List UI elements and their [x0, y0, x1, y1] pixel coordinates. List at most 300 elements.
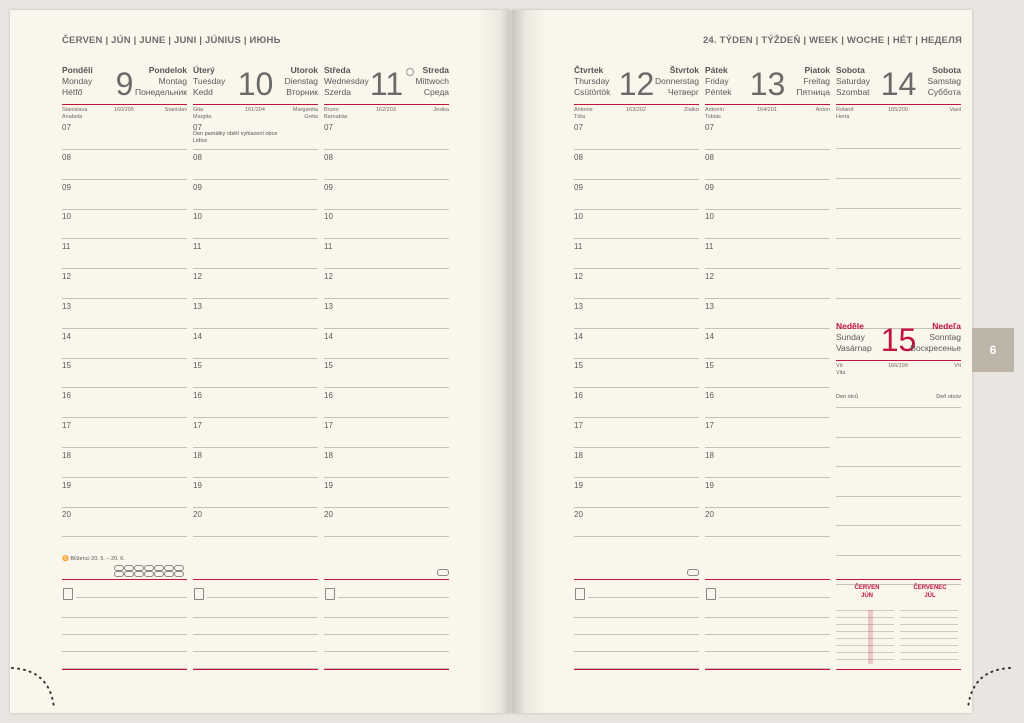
nameday-2: Barnabás — [324, 114, 348, 120]
calendar-today-highlight — [868, 610, 873, 664]
hour-slot[interactable] — [193, 478, 318, 508]
hour-label: 09 — [62, 182, 71, 192]
day-name-ru: Понедельник — [134, 87, 187, 97]
day-column — [836, 62, 961, 682]
page-bottom-rule — [836, 669, 961, 670]
hour-slot[interactable] — [324, 239, 449, 269]
hour-label: 13 — [62, 301, 71, 311]
nameday-1: Roland — [836, 107, 854, 113]
calendar-month-2-sk: JÚL — [924, 593, 936, 599]
day-header[interactable] — [574, 62, 699, 120]
notes-line[interactable] — [719, 597, 830, 598]
hour-slot[interactable] — [574, 180, 699, 210]
hour-label: 13 — [324, 301, 333, 311]
notes-line[interactable] — [574, 617, 699, 618]
day-column — [574, 62, 699, 682]
hour-slot[interactable] — [324, 418, 449, 448]
day-names-right — [927, 65, 961, 98]
hour-slot[interactable] — [705, 329, 830, 359]
day-header-rule — [62, 104, 187, 105]
day-of-year: 166/199 — [888, 363, 908, 369]
hour-slot[interactable] — [62, 209, 187, 239]
day-name-ru: Пятница — [796, 87, 830, 97]
day-name-de: Sonntag — [929, 332, 961, 342]
hour-slot[interactable] — [62, 448, 187, 478]
hour-slot[interactable] — [705, 239, 830, 269]
mini-calendar — [836, 584, 961, 668]
hour-slot[interactable] — [62, 120, 187, 150]
day-header[interactable] — [62, 62, 187, 120]
day-column — [705, 62, 830, 682]
day-name-sk: Sobota — [932, 65, 961, 75]
hour-slot[interactable] — [62, 329, 187, 359]
hour-label: 07 — [574, 123, 583, 132]
hour-label: 07 — [705, 123, 714, 132]
nameday-2: Anabela — [62, 114, 83, 120]
holiday-bubble-icon — [134, 571, 144, 577]
calendar-month-2 — [902, 584, 958, 600]
hour-label: 10 — [574, 212, 583, 222]
hour-label: 17 — [193, 421, 202, 430]
day-of-year: 165/200 — [888, 107, 908, 113]
hour-slot[interactable] — [574, 448, 699, 478]
nameday-right — [949, 107, 961, 114]
nameday-sk: Jesika — [433, 107, 449, 113]
notes-line[interactable] — [705, 634, 830, 635]
hour-label: 11 — [574, 242, 583, 252]
notes-line[interactable] — [574, 634, 699, 635]
nameday-sk: Vasil — [949, 107, 961, 113]
hour-label: 18 — [574, 450, 583, 460]
hour-label: 09 — [705, 182, 714, 192]
hour-label: 15 — [193, 361, 202, 371]
nameday-left — [62, 107, 87, 121]
day-name-primary: Pondělí — [62, 65, 93, 75]
hour-slot[interactable] — [705, 418, 830, 448]
day-name-primary: Čtvrtek — [574, 65, 604, 75]
hour-label: 14 — [62, 331, 71, 341]
hour-label: 14 — [705, 331, 714, 341]
hour-label: 16 — [705, 391, 714, 401]
hour-slot[interactable] — [574, 478, 699, 508]
day-name-hu: Péntek — [705, 87, 732, 97]
hour-slot[interactable] — [193, 418, 318, 448]
day-number: 14 — [880, 66, 917, 102]
notes-line[interactable] — [705, 651, 830, 652]
hour-label: 19 — [574, 480, 583, 490]
notes-rule — [574, 579, 699, 580]
notes-rule — [193, 579, 318, 580]
day-header-rule — [705, 104, 830, 105]
hour-label: 09 — [324, 182, 333, 192]
hour-slot[interactable] — [193, 358, 318, 388]
sunday-line[interactable] — [836, 555, 961, 556]
holiday-bubble-icon — [144, 571, 154, 577]
nameday-1: Stanislava — [62, 107, 88, 113]
hour-label: 14 — [574, 331, 583, 341]
nameday-2: Tobiás — [705, 114, 721, 120]
hour-label: 08 — [574, 152, 583, 162]
nameday-1: Bruno — [324, 107, 339, 113]
notes-line[interactable] — [62, 651, 187, 652]
day-name-en: Sunday — [836, 332, 865, 342]
hour-slot[interactable] — [574, 120, 699, 150]
hour-label: 19 — [705, 480, 714, 490]
month-tab[interactable]: 6 — [972, 328, 1014, 372]
hour-label: 10 — [324, 212, 333, 222]
hour-slot[interactable] — [62, 269, 187, 299]
notes-line[interactable] — [62, 617, 187, 618]
saturday-line[interactable] — [836, 268, 961, 269]
hour-slot[interactable] — [62, 180, 187, 210]
hour-label: 19 — [324, 480, 333, 490]
day-name-en: Thursday — [574, 76, 610, 86]
day-name-de: Montag — [158, 76, 187, 86]
nameday-sk: Zlatko — [684, 107, 699, 113]
nameday-sk-2: Gréta — [304, 114, 318, 120]
notes-line[interactable] — [324, 651, 449, 652]
hour-label: 07 — [193, 123, 202, 132]
hour-slot[interactable] — [62, 150, 187, 180]
hour-slot[interactable] — [324, 388, 449, 418]
day-name-sk: Nedeľa — [932, 321, 961, 331]
hour-label: 15 — [705, 361, 714, 371]
hour-label: 13 — [705, 301, 714, 311]
day-name-de: Donnerstag — [655, 76, 699, 86]
day-name-primary: Neděle — [836, 321, 864, 331]
zodiac-note: ♊ Blíženci 20. 5. – 20. 6. — [62, 556, 125, 562]
notes-icon — [706, 588, 716, 600]
day-name-en: Tuesday — [193, 76, 226, 86]
nameday-right — [816, 107, 830, 114]
hour-slot[interactable] — [62, 418, 187, 448]
hour-slot[interactable] — [193, 269, 318, 299]
nameday-right — [165, 107, 187, 114]
day-of-year: 164/201 — [757, 107, 777, 113]
day-column — [62, 62, 187, 682]
nameday-sk: Anton — [815, 107, 830, 113]
hour-label: 19 — [62, 480, 71, 490]
day-names-right — [910, 321, 961, 354]
zodiac-text: Blíženci 20. 5. – 20. 6. — [70, 556, 125, 562]
day-header[interactable] — [705, 62, 830, 120]
holiday-bubble-icon — [687, 569, 699, 576]
hour-label: 11 — [324, 242, 333, 252]
hour-slot[interactable] — [705, 448, 830, 478]
hour-slot[interactable] — [324, 180, 449, 210]
sunday-line[interactable] — [836, 466, 961, 467]
notes-icon — [194, 588, 204, 600]
hour-label: 13 — [193, 301, 202, 311]
notes-line[interactable] — [324, 634, 449, 635]
day-names-right — [796, 65, 830, 98]
nameday-sk: Margaréta — [292, 107, 318, 113]
day-header[interactable] — [324, 62, 449, 120]
hour-slot[interactable] — [574, 209, 699, 239]
day-name-ru: Суббота — [927, 87, 961, 97]
notes-line[interactable] — [62, 634, 187, 635]
saturday-line[interactable] — [836, 178, 961, 179]
corner-dots-left — [10, 660, 60, 710]
day-column — [324, 62, 449, 682]
hour-slot[interactable] — [324, 209, 449, 239]
notes-line[interactable] — [193, 617, 318, 618]
day-name-primary: Úterý — [193, 65, 215, 75]
day-header-rule — [836, 360, 961, 361]
notes-icon — [325, 588, 335, 600]
day-name-sk: Pondelok — [148, 65, 187, 75]
nameday-left — [705, 107, 724, 121]
notes-icon — [63, 588, 73, 600]
hour-label: 11 — [193, 242, 202, 252]
day-name-sk: Streda — [422, 65, 449, 75]
hour-slot[interactable] — [705, 150, 830, 180]
notes-line[interactable] — [76, 597, 187, 598]
hour-slot[interactable] — [62, 358, 187, 388]
day-name-hu: Vasárnap — [836, 343, 872, 353]
holiday-bubble-icon — [154, 571, 164, 577]
notes-line[interactable] — [574, 651, 699, 652]
hour-label: 16 — [62, 391, 71, 401]
hour-label: 11 — [62, 242, 71, 252]
day-name-hu: Csütörtök — [574, 87, 611, 97]
hour-slot[interactable] — [705, 120, 830, 150]
day-header-rule — [574, 104, 699, 105]
month-header: ČERVEN | JÚN | JUNE | JUNI | JÚNIUS | ИЮНЬ — [62, 35, 281, 46]
day-header[interactable] — [836, 318, 961, 376]
holiday-note: Den památky obětí vyhlazení obce Lidice — [193, 131, 278, 144]
nameday-1: Gita — [193, 107, 204, 113]
nameday-1: Antonie — [574, 107, 593, 113]
day-name-en: Friday — [705, 76, 729, 86]
calendar-grid-1 — [836, 610, 894, 664]
holiday-bubble-icon — [164, 571, 174, 577]
day-number: 9 — [115, 66, 134, 102]
hour-slot[interactable] — [324, 120, 449, 150]
hour-label: 08 — [193, 152, 202, 162]
day-header-rule — [324, 104, 449, 105]
hour-label: 07 — [324, 123, 333, 132]
day-number: 13 — [749, 66, 786, 102]
page-bottom-rule — [705, 669, 830, 670]
hour-slot[interactable] — [574, 507, 699, 537]
hour-label: 10 — [62, 212, 71, 222]
notes-line[interactable] — [193, 651, 318, 652]
hour-slot[interactable] — [62, 478, 187, 508]
page-bottom-rule — [574, 669, 699, 670]
day-number: 10 — [237, 66, 274, 102]
hour-slot[interactable] — [705, 478, 830, 508]
sunday-block — [836, 318, 961, 618]
day-header-rule — [836, 104, 961, 105]
hour-label: 10 — [705, 212, 714, 222]
hour-slot[interactable] — [324, 150, 449, 180]
hour-slot[interactable] — [193, 299, 318, 329]
hour-label: 10 — [193, 212, 202, 222]
hour-slot[interactable] — [193, 507, 318, 537]
hour-label: 16 — [193, 391, 202, 401]
hour-label: 20 — [705, 510, 714, 520]
hour-slot[interactable] — [324, 299, 449, 329]
hour-label: 08 — [62, 152, 71, 162]
hour-label: 17 — [574, 421, 583, 430]
nameday-2: Tóta — [574, 114, 586, 120]
hour-label: 20 — [193, 510, 202, 520]
hour-slot[interactable] — [193, 120, 318, 150]
fathers-day-sk: Deň otcov — [936, 394, 961, 400]
day-of-year: 162/203 — [376, 107, 396, 113]
moon-phase-icon — [406, 68, 414, 76]
hour-slot[interactable] — [324, 448, 449, 478]
hour-label: 09 — [193, 182, 202, 192]
week-header: 24. TÝDEN | TÝŽDEŇ | WEEK | WOCHE | HÉT | НЕДЕЛЯ — [702, 35, 962, 46]
nameday-right — [293, 107, 318, 121]
hour-label: 12 — [705, 272, 714, 281]
day-name-primary: Středa — [324, 65, 351, 75]
hour-slot[interactable] — [574, 418, 699, 448]
day-name-ru: Среда — [423, 87, 449, 97]
hour-label: 08 — [705, 152, 714, 162]
day-of-year: 163/202 — [626, 107, 646, 113]
day-of-year: 160/205 — [114, 107, 134, 113]
sunday-line[interactable] — [836, 496, 961, 497]
day-header[interactable] — [193, 62, 318, 120]
nameday-left — [836, 363, 845, 377]
day-names-right — [655, 65, 699, 98]
day-names-right — [135, 65, 187, 98]
notes-line[interactable] — [705, 617, 830, 618]
day-name-de: Mittwoch — [415, 76, 449, 86]
notes-line[interactable] — [338, 597, 449, 598]
hour-label: 16 — [574, 391, 583, 401]
holiday-bubble-icon — [174, 571, 184, 577]
page-bottom-rule — [324, 669, 449, 670]
hour-label: 12 — [193, 272, 202, 281]
hour-slot[interactable] — [574, 150, 699, 180]
notes-rule — [705, 579, 830, 580]
hour-label: 15 — [62, 361, 71, 371]
hour-slot[interactable] — [574, 329, 699, 359]
hour-slot[interactable] — [62, 299, 187, 329]
hour-slot[interactable] — [62, 388, 187, 418]
day-name-hu: Szerda — [324, 87, 351, 97]
day-names-right — [415, 65, 449, 98]
hour-label: 20 — [574, 510, 583, 520]
hour-slot[interactable] — [193, 239, 318, 269]
hour-label: 07 — [62, 123, 71, 132]
holiday-bubbles — [114, 565, 186, 575]
hour-slot[interactable] — [705, 269, 830, 299]
day-number: 15 — [880, 322, 917, 358]
hour-slot[interactable] — [193, 388, 318, 418]
hour-slot[interactable] — [193, 329, 318, 359]
hour-label: 17 — [62, 421, 71, 430]
hour-slot[interactable] — [324, 478, 449, 508]
hour-label: 14 — [193, 331, 202, 341]
hour-label: 12 — [324, 272, 333, 281]
hour-label: 20 — [324, 510, 333, 520]
day-name-hu: Szombat — [836, 87, 870, 97]
day-name-en: Saturday — [836, 76, 871, 86]
notes-line[interactable] — [324, 617, 449, 618]
day-column — [193, 62, 318, 682]
notes-line[interactable] — [588, 597, 699, 598]
day-name-sk: Štvrtok — [669, 65, 699, 75]
hour-slot[interactable] — [324, 358, 449, 388]
saturday-line[interactable] — [836, 148, 961, 149]
sunday-line[interactable] — [836, 407, 961, 408]
calendar-month-1-sk: JÚN — [860, 593, 873, 599]
day-name-ru: Вторник — [286, 87, 318, 97]
nameday-left — [193, 107, 211, 121]
day-name-sk: Utorok — [290, 65, 318, 75]
hour-slot[interactable] — [705, 299, 830, 329]
notes-rule — [62, 579, 187, 580]
hour-label: 09 — [574, 182, 583, 192]
hour-slot[interactable] — [705, 507, 830, 537]
hour-slot[interactable] — [705, 388, 830, 418]
page-bottom-rule — [62, 669, 187, 670]
hour-slot[interactable] — [62, 507, 187, 537]
sunday-line[interactable] — [836, 437, 961, 438]
hour-slot[interactable] — [574, 358, 699, 388]
hour-slot[interactable] — [574, 239, 699, 269]
hour-slot[interactable] — [574, 299, 699, 329]
hour-slot[interactable] — [705, 358, 830, 388]
sunday-line[interactable] — [836, 525, 961, 526]
hour-slot[interactable] — [193, 209, 318, 239]
hour-slot[interactable] — [193, 150, 318, 180]
hour-slot[interactable] — [574, 388, 699, 418]
hour-label: 16 — [324, 391, 333, 401]
hour-label: 12 — [574, 272, 583, 281]
hour-slot[interactable] — [193, 448, 318, 478]
nameday-right — [433, 107, 449, 114]
day-name-ru: Четверг — [668, 87, 699, 97]
day-header[interactable] — [836, 62, 961, 120]
calendar-rule — [836, 579, 961, 580]
hour-slot[interactable] — [574, 269, 699, 299]
nameday-left — [574, 107, 593, 121]
calendar-month-2-cz: ČERVENEC — [913, 585, 947, 591]
nameday-2: Vita — [836, 370, 846, 376]
nameday-left — [836, 107, 853, 121]
hour-slot[interactable] — [62, 239, 187, 269]
hour-label: 13 — [574, 301, 583, 311]
saturday-line[interactable] — [836, 238, 961, 239]
day-name-ru: Воскресенье — [910, 343, 961, 353]
day-name-en: Wednesday — [324, 76, 369, 86]
saturday-line[interactable] — [836, 208, 961, 209]
page-bottom-rule — [193, 669, 318, 670]
hour-slot[interactable] — [705, 209, 830, 239]
notes-line[interactable] — [207, 597, 318, 598]
hour-slot[interactable] — [193, 180, 318, 210]
hour-slot[interactable] — [705, 180, 830, 210]
hour-slot[interactable] — [324, 269, 449, 299]
saturday-line[interactable] — [836, 298, 961, 299]
nameday-sk: Stanislav — [164, 107, 187, 113]
day-names-right — [284, 65, 318, 98]
hour-slot[interactable] — [324, 329, 449, 359]
day-name-de: Freitag — [803, 76, 830, 86]
day-name-en: Monday — [62, 76, 93, 86]
day-name-de: Samstag — [927, 76, 961, 86]
hour-slot[interactable] — [324, 507, 449, 537]
notes-line[interactable] — [193, 634, 318, 635]
hour-label: 18 — [193, 450, 202, 460]
day-number: 11 — [369, 66, 404, 102]
